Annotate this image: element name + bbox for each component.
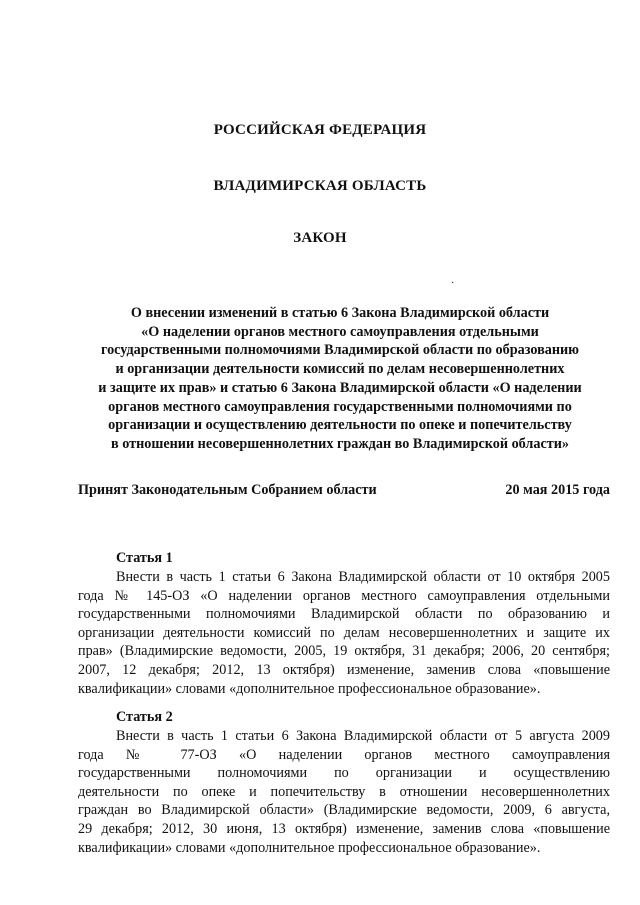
article-1-heading: Статья 1	[116, 550, 173, 566]
scan-speck: ·	[451, 278, 455, 289]
country-heading: РОССИЙСКАЯ ФЕДЕРАЦИЯ	[213, 122, 427, 138]
article-1-line: 2007, 12 декабря; 2012, 13 октября) изменение, заменив слова «повышение	[78, 661, 610, 678]
article-2-line: года № 77-ОЗ «О наделении органов местного самоуправления	[78, 746, 610, 763]
article-2-line: деятельности по опеке и попечительству в отношении несовершеннолетних	[78, 783, 610, 800]
article-1-line: государственными полномочиями Владимирской области по образованию и	[78, 606, 610, 623]
article-2-line: граждан во Владимирской области» (Владимирские ведомости, 2009, 6 августа,	[78, 802, 610, 819]
article-2-line: квалификации» словами «дополнительное профессиональное образование».	[78, 839, 541, 856]
adoption-line	[78, 482, 610, 499]
law-title-line: государственными полномочиями Владимирской области по образованию	[100, 342, 580, 359]
law-title-line: органов местного самоуправления государственными полномочиями по	[108, 398, 572, 415]
article-1-line: организации деятельности комиссий по делам несовершеннолетних и защите их	[78, 624, 610, 641]
article-1-line: Внести в часть 1 статьи 6 Закона Владимирской области от 10 октября 2005	[116, 569, 610, 585]
article-2-text	[78, 727, 610, 857]
document-type-heading: ЗАКОН	[293, 230, 347, 246]
article-2-line: Внести в часть 1 статьи 6 Закона Владимирской области от 5 августа 2009	[116, 728, 610, 744]
article-1-text	[78, 568, 610, 698]
article-1-line: года № 145-ОЗ «О наделении органов местного самоуправления отдельными	[78, 587, 610, 604]
article-2-heading: Статья 2	[116, 709, 173, 725]
law-title-line: и организации деятельности комиссий по делам несовершеннолетних	[115, 361, 565, 378]
law-title-line: «О наделении органов местного самоуправления отдельными	[141, 323, 539, 340]
article-1-line: квалификации» словами «дополнительное профессиональное образование».	[78, 680, 541, 697]
region-heading: ВЛАДИМИРСКАЯ ОБЛАСТЬ	[213, 178, 427, 194]
law-title-line: и защите их прав» и статью 6 Закона Владимирской области «О наделении	[98, 379, 582, 396]
adopting-body: Принят Законодательным Собранием области	[78, 482, 377, 498]
article-2-line: государственными полномочиями по организации и осуществлению	[78, 765, 610, 782]
adoption-date: 20 мая 2015 года	[505, 482, 610, 498]
article-2-line: 29 декабря; 2012, 30 июня, 13 октября) изменение, заменив слова «повышение	[78, 820, 610, 837]
article-1-line: прав» (Владимирские ведомости, 2005, 19 октября, 31 декабря; 2006, 20 сентября;	[78, 643, 610, 660]
law-title-line: в отношении несовершеннолетних граждан во Владимирской области»	[110, 435, 569, 452]
law-title-line: О внесении изменений в статью 6 Закона Владимирской области	[130, 305, 550, 321]
law-title-line: организации и осуществлению деятельности по опеке и попечительству	[108, 417, 572, 434]
law-title	[72, 304, 608, 454]
